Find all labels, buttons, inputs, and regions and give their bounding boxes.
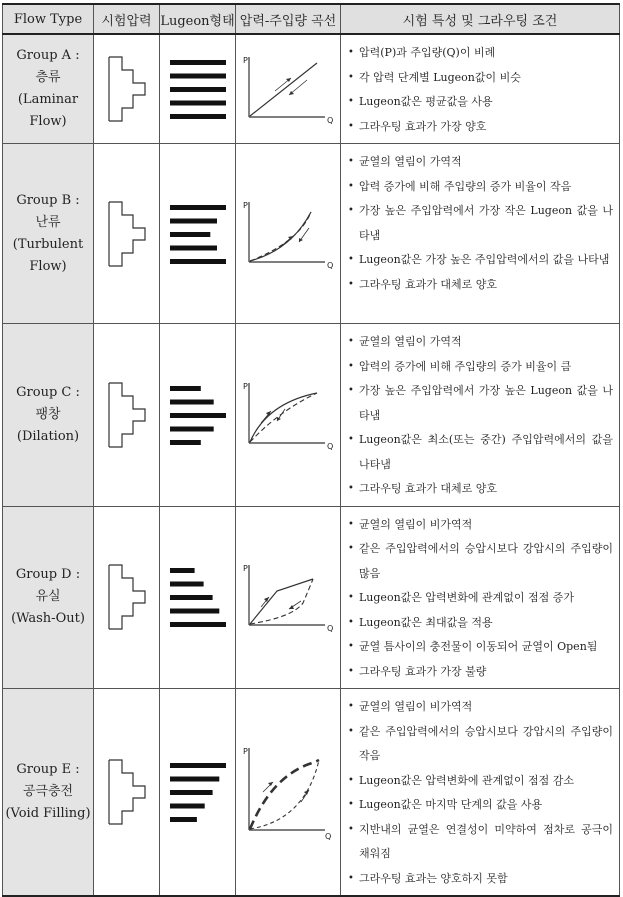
- lugeon-bar: [170, 790, 213, 795]
- group-korean-name: 팽창: [35, 406, 61, 422]
- group-row: [3, 144, 620, 324]
- pressure-step-cell: [94, 506, 160, 689]
- pq-curve-down: [250, 393, 317, 442]
- lugeon-bar: [170, 804, 205, 809]
- conditions-cell: [341, 34, 620, 144]
- pq-curve-down: [250, 579, 313, 624]
- condition-item: • Lugeon값은 평균값을 사용: [347, 90, 613, 115]
- group-label: Group A :: [16, 48, 80, 63]
- group-label: Group E :: [16, 762, 80, 777]
- lugeon-bar: [170, 114, 226, 119]
- condition-item: • Lugeon값은 가장 높은 주입압력에서의 값을 나타냄: [347, 248, 613, 273]
- lugeon-bar: [170, 777, 219, 782]
- lugeon-bar: [170, 386, 201, 391]
- condition-item: • 균열의 열림이 가역적: [347, 150, 613, 175]
- lugeon-bar-chart: [168, 383, 228, 447]
- pq-curve-cell: [236, 506, 341, 689]
- group-korean-name: 층류: [35, 70, 61, 85]
- condition-item: • 같은 주입압력에서의 승압시보다 강압시의 주입량이 많음: [347, 537, 613, 586]
- group-english-name: (Dilation): [16, 428, 80, 444]
- lugeon-bar-chart: [168, 760, 228, 824]
- axis-q-label: Q: [327, 260, 334, 270]
- lugeon-bar: [170, 440, 201, 445]
- lugeon-bar: [170, 74, 226, 79]
- lugeon-bar: [170, 205, 226, 210]
- lugeon-bar: [170, 218, 217, 223]
- lugeon-bar-chart: [168, 565, 228, 629]
- condition-item: • 압력(P)과 주입량(Q)이 비례: [347, 41, 613, 66]
- condition-item: • 그라우팅 효과가 대체로 양호: [347, 273, 613, 298]
- conditions-cell: [341, 144, 620, 324]
- axis-p-label: P: [243, 381, 248, 391]
- pressure-step-diagram: [105, 55, 149, 123]
- flow-type-table: [2, 3, 620, 897]
- condition-item: • 그라우팅 효과가 가장 양호: [347, 115, 613, 140]
- header-lugeon-pattern: Lugeon형태: [160, 4, 236, 34]
- lugeon-pattern-cell: [160, 689, 236, 897]
- lugeon-bar: [170, 259, 226, 264]
- flow-type-cell: [3, 324, 94, 507]
- header-row: [3, 4, 620, 34]
- axis-q-label: Q: [327, 624, 334, 634]
- axis-p-label: P: [243, 200, 248, 210]
- condition-item: • Lugeon값은 마지막 단계의 값을 사용: [347, 793, 613, 818]
- pq-curve-up: [250, 393, 317, 442]
- pq-curve-line: [250, 63, 317, 116]
- condition-item: • 지반내의 균열은 연결성이 미약하여 점차로 공극이 채워짐: [347, 818, 613, 867]
- header-pq-curve: 압력-주입량 곡선: [236, 4, 341, 34]
- axis-p-label: P: [243, 56, 248, 65]
- pressure-step-cell: [94, 144, 160, 324]
- group-english-name-cont: Flow): [29, 114, 67, 129]
- condition-item: • 균열 틈사이의 충전물이 이동되어 균열이 Open됨: [347, 635, 613, 660]
- pressure-step-cell: [94, 34, 160, 144]
- lugeon-bar: [170, 609, 219, 614]
- conditions-cell: [341, 689, 620, 897]
- pq-curve-up: [250, 760, 319, 829]
- lugeon-bar: [170, 87, 226, 92]
- pressure-step-diagram: [105, 200, 149, 268]
- conditions-cell: [341, 324, 620, 507]
- condition-item: • 그라우팅 효과가 가장 불량: [347, 660, 613, 685]
- lugeon-pattern-cell: [160, 324, 236, 507]
- pressure-step-cell: [94, 689, 160, 897]
- lugeon-bar: [170, 399, 214, 404]
- lugeon-bar: [170, 622, 226, 627]
- pq-curve-chart: [241, 379, 335, 451]
- lugeon-bar: [170, 582, 204, 587]
- lugeon-bar: [170, 817, 197, 822]
- group-english-name: (Turbulent: [12, 236, 84, 252]
- condition-item: • 그라우팅 효과가 대체로 양호: [347, 477, 613, 502]
- pq-curve-chart: [241, 198, 335, 270]
- pressure-step-diagram: [105, 758, 149, 826]
- pq-curve-down: [250, 212, 311, 261]
- condition-item: • Lugeon값은 최대값을 적용: [347, 611, 613, 636]
- group-english-name-cont: Flow): [29, 258, 67, 274]
- group-row: [3, 324, 620, 507]
- condition-item: • Lugeon값은 압력변화에 관계없이 점점 감소: [347, 769, 613, 794]
- pressure-step-cell: [94, 324, 160, 507]
- group-row: [3, 689, 620, 897]
- pq-curve-up: [250, 212, 311, 261]
- pq-curve-cell: [236, 324, 341, 507]
- pq-curve-chart: [241, 744, 335, 840]
- flow-type-cell: [3, 144, 94, 324]
- lugeon-bar: [170, 595, 213, 600]
- pq-curve-chart: [241, 53, 335, 125]
- group-korean-name: 유실: [35, 589, 61, 605]
- group-korean-name: 공극충전: [22, 784, 74, 799]
- condition-item: • 균열의 열림이 비가역적: [347, 513, 613, 538]
- lugeon-bar: [170, 568, 195, 573]
- lugeon-bar-chart: [168, 202, 228, 266]
- group-korean-name: 난류: [35, 214, 61, 230]
- conditions-cell: [341, 506, 620, 689]
- header-flow-type: Flow Type: [3, 4, 94, 34]
- group-row: [3, 34, 620, 144]
- lugeon-bar: [170, 101, 226, 106]
- header-conditions: 시험 특성 및 그라우팅 조건: [341, 4, 620, 34]
- axis-q-label: Q: [325, 832, 332, 840]
- lugeon-pattern-cell: [160, 506, 236, 689]
- pq-curve-cell: [236, 144, 341, 324]
- group-row: [3, 506, 620, 689]
- pressure-step-diagram: [105, 381, 149, 449]
- condition-item: • 압력의 증가에 비해 주입량의 증가 비율이 큼: [347, 355, 613, 380]
- flow-type-cell: [3, 506, 94, 689]
- lugeon-bar: [170, 413, 226, 418]
- condition-item: • Lugeon값은 압력변화에 관계없이 점점 증가: [347, 586, 613, 611]
- lugeon-bar: [170, 232, 210, 237]
- group-label: Group B :: [16, 192, 80, 208]
- group-label: Group C :: [16, 384, 80, 400]
- lugeon-bar: [170, 60, 226, 65]
- flow-type-cell: [3, 689, 94, 897]
- condition-item: • 압력 증가에 비해 주입량의 증가 비율이 작음: [347, 175, 613, 200]
- condition-item: • 같은 주입압력에서의 승압시보다 강압시의 주입량이 작음: [347, 720, 613, 769]
- condition-item: • 균열의 열림이 비가역적: [347, 695, 613, 720]
- axis-q-label: Q: [327, 116, 334, 125]
- condition-item: • Lugeon값은 최소(또는 중간) 주입압력에서의 값을 나타냄: [347, 428, 613, 477]
- lugeon-bar: [170, 763, 226, 768]
- pressure-step-diagram: [105, 563, 149, 631]
- header-test-pressure: 시험압력: [94, 4, 160, 34]
- lugeon-pattern-cell: [160, 34, 236, 144]
- axis-p-label: P: [243, 747, 248, 756]
- lugeon-bar-chart: [168, 57, 228, 121]
- axis-p-label: P: [243, 564, 248, 574]
- group-english-name: (Void Filling): [5, 806, 91, 821]
- group-label: Group D :: [15, 567, 81, 583]
- condition-item: • 가장 높은 주입압력에서 가장 높은 Lugeon 값을 나타냄: [347, 379, 613, 428]
- lugeon-pattern-cell: [160, 144, 236, 324]
- axis-q-label: Q: [327, 441, 334, 451]
- pq-curve-cell: [236, 689, 341, 897]
- condition-item: • 균열의 열림이 가역적: [347, 330, 613, 355]
- group-english-name: (Wash-Out): [11, 611, 85, 627]
- condition-item: • 각 압력 단계별 Lugeon값이 비슷: [347, 66, 613, 91]
- condition-item: • 그라우팅 효과는 양호하지 못함: [347, 867, 613, 892]
- lugeon-bar: [170, 245, 217, 250]
- group-english-name: (Laminar: [17, 92, 79, 107]
- flow-type-cell: [3, 34, 94, 144]
- lugeon-bar: [170, 426, 214, 431]
- pq-curve-cell: [236, 34, 341, 144]
- pq-curve-down: [250, 760, 319, 829]
- condition-item: • 가장 높은 주입압력에서 가장 작은 Lugeon 값을 나타냄: [347, 199, 613, 248]
- pq-curve-chart: [241, 561, 335, 633]
